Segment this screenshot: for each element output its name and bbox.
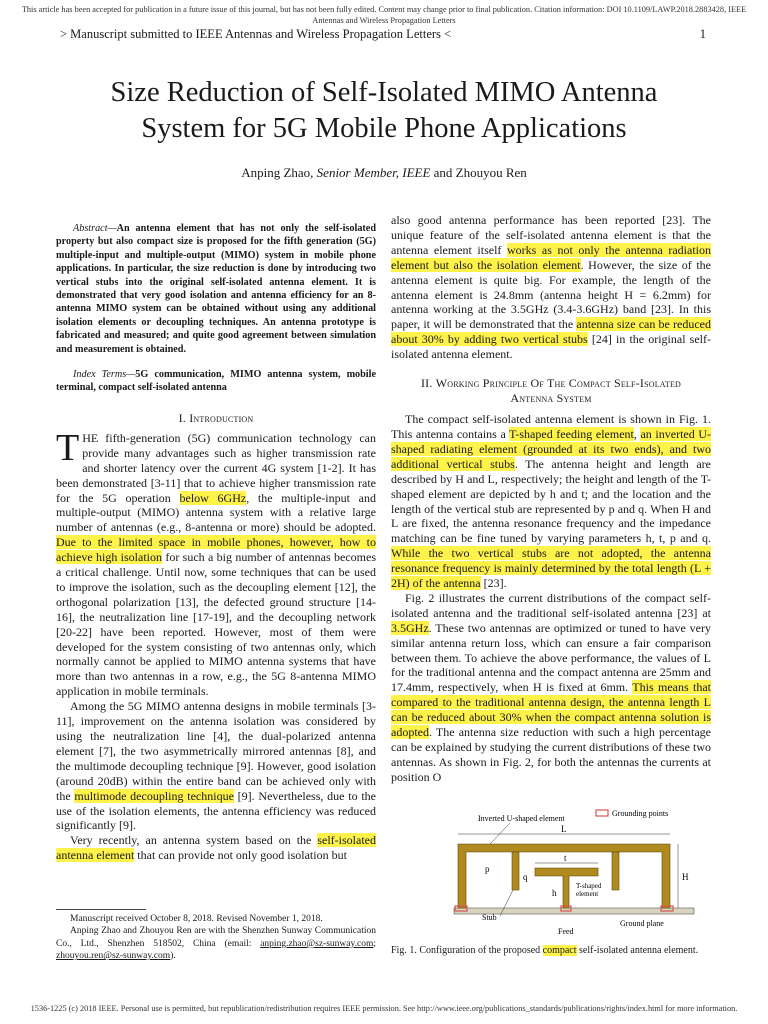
drop-cap: T — [56, 426, 80, 469]
footnote-sep: ; — [373, 938, 376, 949]
label-u-leader — [490, 823, 510, 844]
index-terms — [56, 368, 376, 395]
author-2: and Zhouyou Ren — [433, 165, 527, 180]
title-line2: System for 5G Mobile Phone Applications — [141, 113, 627, 144]
section-2-title-1: Working Principle Of The Compact Self-Isolated — [435, 376, 682, 391]
paper-title — [40, 75, 728, 147]
vertical-stub-right — [612, 852, 619, 890]
sec2-paragraph-1 — [391, 412, 711, 591]
cont-text-b: . However, the size of the antenna element is quite big. For example, the length of the antenna element is 24.8mm (antenna height H = 6.2mm) for antenna working at the 3.5GHz (3.4-3.6GHz) band [23]. In this paper, it will be demonstrated that the — [391, 257, 711, 332]
intro-p2-highlight: multimode decoupling technique — [74, 788, 234, 803]
label-H: H — [682, 872, 689, 882]
section-2-body — [391, 412, 711, 785]
abstract — [56, 222, 376, 356]
intro-continued — [391, 213, 711, 362]
intro-p1-highlight-1: below 6GHz — [179, 490, 247, 505]
footnote-affil-text: Anping Zhao and Zhouyou Ren are with the Shenzhen Sunway Communication Co., Ltd., Shenzhen 518502, China (email: — [56, 926, 376, 949]
running-head-text: > Manuscript submitted to IEEE Antennas and Wireless Propagation Letters < — [60, 27, 452, 41]
sec2-p2-text-b: . These two antennas are optimized or tuned to have very similar antenna return loss, which can ensure a fair comparison between them. To achieve the above performance, the values of L for the traditional antenna and the compact antenna are 25mm and 17.4mm, respectively, when H is fixed at 6mm. — [391, 620, 711, 695]
label-t: t — [564, 853, 567, 863]
intro-p2-text-b: [9]. Nevertheless, due to the use of the isolation elements, the antenna efficiency was reduced significantly [9]. — [56, 788, 376, 833]
grounding-legend-label: Grounding points — [612, 809, 669, 818]
cont-highlight-2: antenna size can be reduced about 30% by adding two vertical stubs — [391, 317, 712, 347]
intro-paragraph-3 — [56, 833, 376, 863]
email-link-2[interactable]: zhouyou.ren@sz-sunway.com — [56, 951, 171, 962]
email-link-1[interactable]: anping.zhao@sz-sunway.com — [260, 938, 374, 949]
index-terms-lead: Index Terms— — [73, 369, 136, 381]
label-ground-plane: Ground plane — [620, 919, 664, 928]
sec2-paragraph-2 — [391, 591, 711, 785]
sec2-p1-highlight-3: While the two vertical stubs are not adopted, the antenna resonance frequency is mainly determined by the total length (L + 2H) of the antenna — [391, 546, 711, 591]
section-2-title-2: Antenna System — [510, 391, 592, 406]
section-1-title: Introduction — [189, 410, 254, 425]
sec2-p2-highlight-2: This means that compared to the traditional antenna design, the antenna length L can be reduced about 30% when the compact antenna solution is adopted — [391, 680, 712, 740]
bottom-notice: 1536-1225 (c) 2018 IEEE. Personal use is permitted, but republication/redistribution requires IEEE permission. See http://www.ieee.org/publications_standards/publications/rights/index.html for more information. — [30, 1004, 738, 1013]
introduction-body — [56, 426, 377, 863]
caption-highlight: compact — [542, 945, 577, 956]
index-terms-text: 5G communication, MIMO antenna system, mobile terminal, compact self-isolated antenna — [56, 369, 376, 394]
label-t-shaped-2: element — [576, 890, 599, 898]
sec2-p2-text-a: Fig. 2 illustrates the current distributions of the compact self-isolated antenna and the traditional self-isolated antenna [23] at — [391, 590, 711, 620]
sec2-p1-text-b: , — [633, 426, 641, 441]
intro-p3-highlight: self-isolated antenna element — [56, 833, 376, 863]
intro-p1-highlight-2: Due to the limited space in mobile phones, however, how to achieve high isolation — [56, 535, 376, 565]
cont-highlight-1: works as not only the antenna radiation element but also the isolation element — [391, 242, 711, 272]
label-feed: Feed — [558, 927, 574, 936]
antenna-configuration-figure — [440, 806, 706, 938]
section-2-number: II. — [420, 376, 433, 391]
figure-caption — [391, 944, 711, 957]
sec2-p1-text-c: . The antenna height and length are described by H and L, respectively; the height and length of the T-shaped element are depicted by h and t; and the location and the length of the vertical stub are represented by p and q. When H and L are fixed, the antenna resonance frequency and the impedance matching can be fine tuned by varying parameters h, t, p and q. — [391, 456, 712, 546]
footnote-affiliation — [56, 925, 376, 962]
footnote-end: ). — [170, 951, 176, 962]
grounding-legend-swatch — [596, 810, 608, 816]
sec2-p1-text-d: [23]. — [480, 576, 507, 591]
page-number: 1 — [699, 27, 706, 41]
caption-text-a: Fig. 1. Configuration of the proposed — [391, 945, 543, 956]
footnote-rule — [56, 909, 146, 910]
label-q: q — [523, 872, 528, 882]
cont-text-a: also good antenna performance has been reported [23]. The unique feature of the self-isolated antenna element is that the antenna element itself — [391, 213, 711, 257]
author-1-role: Senior Member, IEEE — [316, 165, 431, 180]
footnote — [56, 913, 376, 963]
intro-p1-text-c: for such a big number of antennas becomes a critical challenge. Until now, some techniques that can be used to improve the isolation, such as the decoupling element [12], the orthogonal polarization [13], the defected ground structure [14-16], the neutralization line [17-19], and the decoupling network [20-22] have been reported. However, most of them were developed for the system consisting of two antennas only, which normally cannot be applied to MIMO antenna systems that have more than two antennas in a row, e.g., the 5G 8-antenna MIMO application in mobile terminals. — [56, 550, 377, 699]
cont-text-c: [24] in the original self-isolated antenna element. — [391, 332, 711, 362]
section-heading-1 — [56, 411, 376, 426]
running-head — [60, 27, 706, 42]
vertical-stub-left — [512, 852, 519, 890]
right-column — [391, 213, 711, 785]
label-stub: Stub — [482, 913, 497, 922]
title-line1: Size Reduction of Self-Isolated MIMO Antenna — [110, 77, 658, 108]
label-h: h — [552, 888, 557, 898]
abstract-lead: Abstract— — [73, 223, 117, 234]
intro-paragraph-1 — [56, 426, 377, 699]
top-notice — [20, 4, 748, 26]
sec2-p2-text-c: . The antenna size reduction with such a high percentage can be explained by studying the current distributions of these two antennas. As shown in Fig. 2, for both the antennas the currents at position O — [391, 725, 711, 784]
label-inverted-u: Inverted U-shaped element — [478, 814, 565, 823]
intro-p1-text-a: HE fifth-generation (5G) communication technology can provide many advantages such as higher transmission rate and shorter latency over the current 4G system [1-2]. It has been demonstrated [3-11] that to achieve higher transmission rate for the 5G operation — [56, 430, 376, 505]
caption-text-b: self-isolated antenna element. — [576, 945, 699, 956]
label-L: L — [561, 824, 567, 834]
intro-p2-text-a: Among the 5G MIMO antenna designs in mobile terminals [3-11], improvement on the antenna isolation was considered by using the neutralization line [4], the dual-polarized antenna element [7], the two asymmetrically mirrored antennas [8], and the multimode decoupling technique [9]. However, good isolation (around 20dB) within the entire band can be achieved only with the — [56, 699, 376, 803]
abstract-text: An antenna element that has not only the self-isolated property but also compact size is proposed for the fifth generation (5G) multiple-input and multiple-output (MIMO) system in mobile phone applications. In particular, the size reduction is done by introducing two vertical stubs into the original self-isolated antenna element. It is demonstrated that very good isolation and antenna efficiency for an 8-antenna MIMO system can be obtained without using any additional isolation elements or decoupling techniques. An antenna prototype is fabricated and measured; and quite good agreement between simulation and measurement is obtained. — [56, 223, 376, 355]
author-line — [40, 164, 728, 181]
section-2-line1 — [391, 376, 711, 391]
intro-p3-text-a: Very recently, an antenna system based on the — [70, 833, 318, 848]
top-notice-line2: Antennas and Wireless Propagation Letters — [312, 16, 456, 25]
intro-p1-text-b: , the multiple-input and multiple-output (MIMO) antenna system with a relative large number of antennas (e.g., 8-antenna or more) should be adopted. — [56, 490, 376, 535]
label-t-shaped-1: T-shaped — [576, 882, 602, 890]
intro-paragraph-2 — [56, 699, 376, 833]
sec2-p2-highlight-1: 3.5GHz — [391, 620, 429, 635]
section-1-number: I. — [178, 410, 187, 425]
left-column — [56, 222, 376, 863]
author-1: Anping Zhao, — [241, 165, 314, 180]
intro-continued-paragraph — [391, 213, 711, 362]
footnote-received: Manuscript received October 8, 2018. Revised November 1, 2018. — [70, 914, 323, 924]
section-heading-2 — [391, 376, 711, 406]
sec2-p1-text-a: The compact self-isolated antenna element is shown in Fig. 1. This antenna contains a — [391, 412, 711, 441]
top-notice-line1: This article has been accepted for publication in a future issue of this journal, but has not been fully edited. Content may change prior to final publication. Citation information: DOI 10.1109/LAWP.2018.2883428, IEEE — [21, 5, 747, 14]
label-p: p — [485, 864, 490, 874]
intro-p3-text-b: that can provide not only good isolation but — [134, 848, 347, 863]
sec2-p1-highlight-1: T-shaped feeding element — [509, 426, 634, 441]
sec2-p1-highlight-2: an inverted U-shaped radiating element (grounded at its two ends), and two additional vertical stubs — [391, 426, 711, 471]
